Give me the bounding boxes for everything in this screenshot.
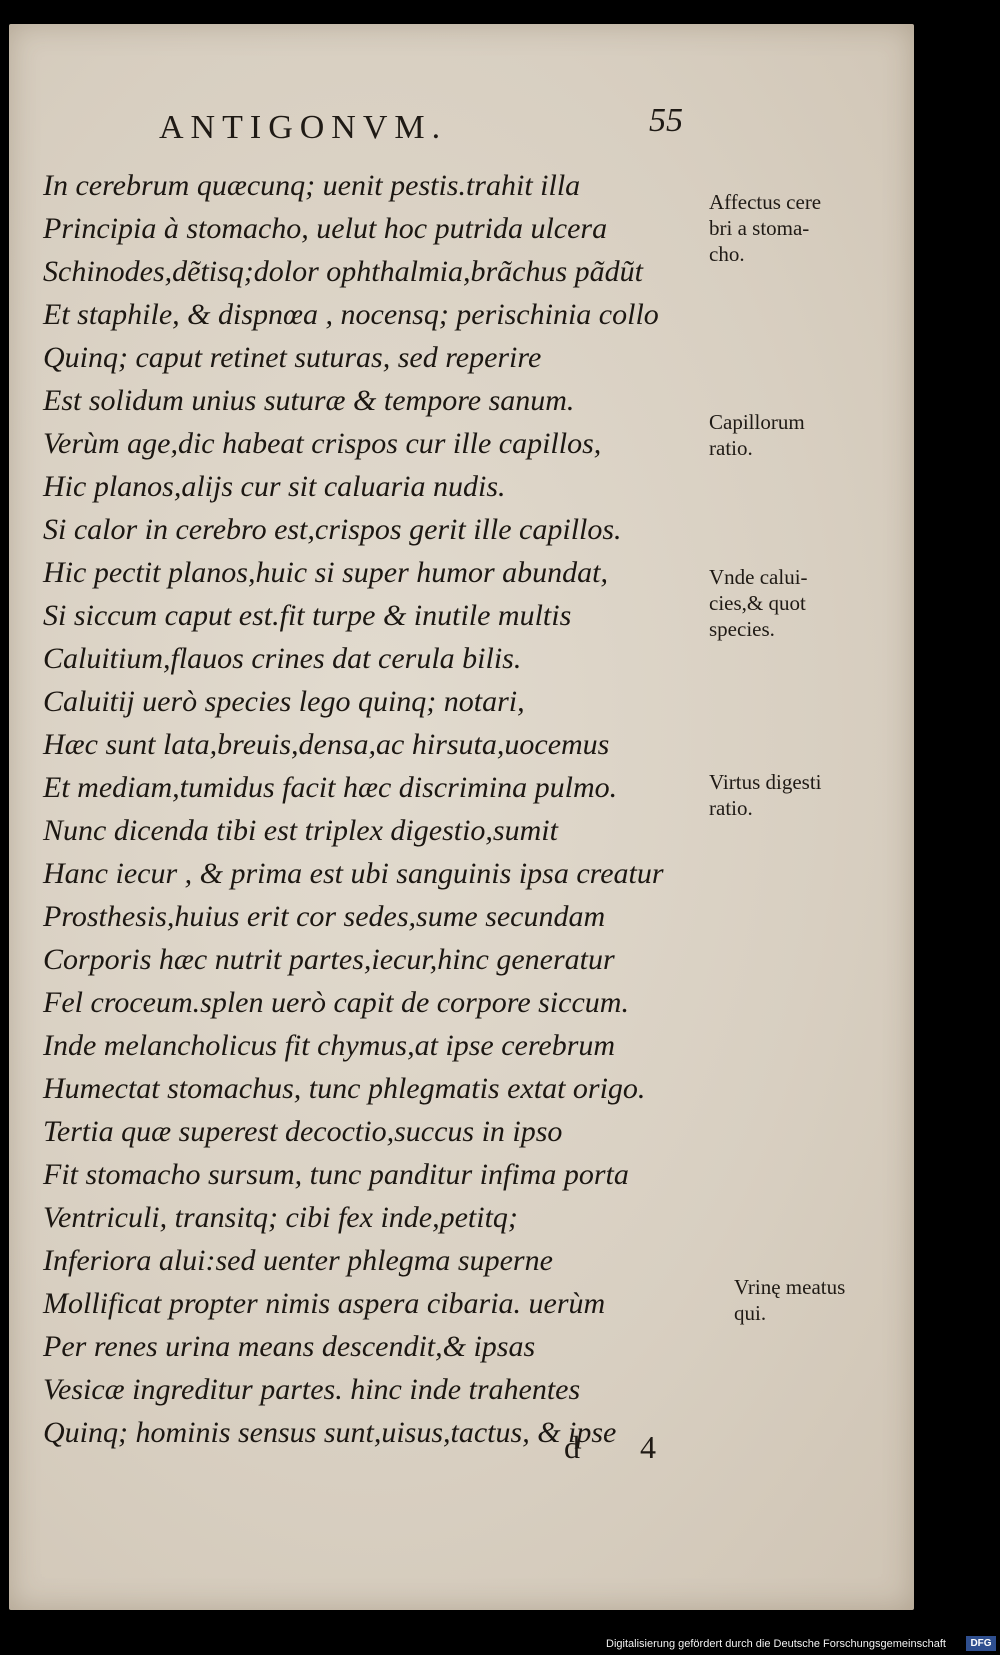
note-line: Affectus cere: [709, 190, 822, 214]
verse-line: Hic pectit planos,huic si super humor abundat,: [43, 556, 608, 589]
note-line: species.: [709, 617, 775, 641]
verse-list: [43, 164, 723, 1454]
marginal-note-caluicies: [709, 564, 909, 642]
dfg-logo: DFG: [966, 1636, 996, 1651]
verse-line: Hic planos,alijs cur sit caluaria nudis.: [43, 470, 506, 503]
note-line: Vrinę meatus: [734, 1275, 846, 1299]
verse-line: Principia à stomacho, uelut hoc putrida ulcera: [43, 212, 608, 245]
verse-line: Caluitium,flauos crines dat cerula bilis.: [43, 642, 522, 675]
note-line: Vnde calui-: [709, 565, 808, 589]
verse-line: Ventriculi, transitq; cibi fex inde,petitq;: [43, 1201, 518, 1234]
marginal-note-capillorum: [709, 409, 909, 461]
page-number: 55: [649, 102, 683, 139]
note-line: Capillorum: [709, 410, 805, 434]
note-line: ratio.: [709, 796, 753, 820]
verse-line: Schinodes,dẽtisq;dolor ophthalmia,brãchus pãdũt: [43, 255, 643, 288]
verse-line: Et staphile, & dispnœa , nocensq; perischinia collo: [43, 298, 659, 331]
verse-line: Humectat stomachus, tunc phlegmatis extat origo.: [43, 1072, 646, 1105]
marginal-note-vrine: [734, 1274, 934, 1326]
verse-line: Hanc iecur , & prima est ubi sanguinis ipsa creatur: [43, 857, 664, 890]
note-line: qui.: [734, 1301, 767, 1325]
digitization-credit: Digitalisierung gefördert durch die Deutsche Forschungsgemeinschaft: [606, 1638, 946, 1650]
verse-line: Inferiora alui:sed uenter phlegma superne: [43, 1244, 553, 1277]
verse-line: Caluitij uerò species lego quinq; notari,: [43, 685, 525, 718]
verse-line: Mollificat propter nimis aspera cibaria. uerùm: [43, 1287, 606, 1320]
verse-line: Quinq; caput retinet suturas, sed reperire: [43, 341, 542, 374]
verse-line: In cerebrum quæcunq; uenit pestis.trahit illa: [43, 169, 581, 202]
note-line: cho.: [709, 242, 745, 266]
marginal-note-affectus: [709, 189, 909, 267]
verse-line: Vesicæ ingreditur partes. hinc inde trahentes: [43, 1373, 581, 1406]
verse-line: Fel croceum.splen uerò capit de corpore siccum.: [43, 986, 629, 1019]
verse-line: Per renes urina means descendit,& ipsas: [43, 1330, 536, 1363]
note-line: bri a stoma-: [709, 216, 810, 240]
book-page: [9, 24, 914, 1610]
verse-line: Et mediam,tumidus facit hæc discrimina pulmo.: [43, 771, 618, 804]
verse-line: Corporis hæc nutrit partes,iecur,hinc generatur: [43, 943, 615, 976]
running-head: ANTIGONVM.: [159, 109, 448, 146]
verse-line: Verùm age,dic habeat crispos cur ille capillos,: [43, 427, 602, 460]
verse-line: Quinq; hominis sensus sunt,uisus,tactus, & ipse: [43, 1416, 617, 1449]
note-line: ratio.: [709, 436, 753, 460]
verse-line: Prosthesis,huius erit cor sedes,sume secundam: [43, 900, 606, 933]
signature-mark: d 4: [564, 1429, 682, 1465]
verse-line: Fit stomacho sursum, tunc panditur infima porta: [43, 1158, 629, 1191]
note-line: Virtus digesti: [709, 770, 822, 794]
note-line: cies,& quot: [709, 591, 806, 615]
verse-line: Si siccum caput est.fit turpe & inutile multis: [43, 599, 572, 632]
marginal-note-virtus: [709, 769, 909, 821]
verse-line: Hæc sunt lata,breuis,densa,ac hirsuta,uocemus: [43, 728, 610, 761]
verse-line: Tertia quæ superest decoctio,succus in ipso: [43, 1115, 563, 1148]
verse-line: Nunc dicenda tibi est triplex digestio,sumit: [43, 814, 558, 847]
verse-line: Si calor in cerebro est,crispos gerit ille capillos.: [43, 513, 622, 546]
verse-line: Est solidum unius suturæ & tempore sanum.: [43, 384, 575, 417]
verse-line: Inde melancholicus fit chymus,at ipse cerebrum: [43, 1029, 616, 1062]
